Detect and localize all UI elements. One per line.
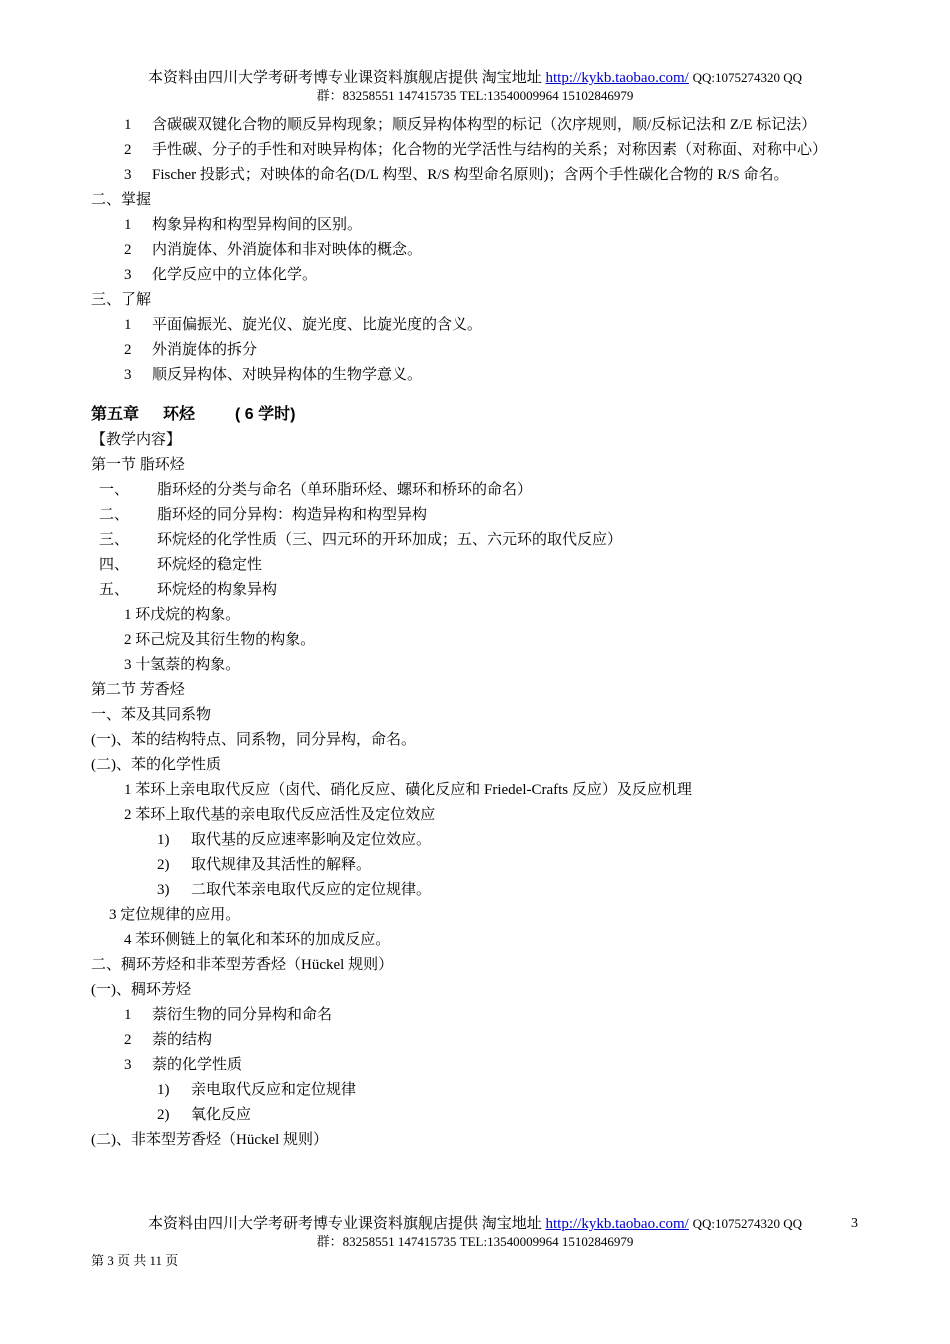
list-item: 1) 亲电取代反应和定位规律 [157, 1082, 357, 1098]
list-item: 3 化学反应中的立体化学。 [124, 267, 318, 283]
list-item: 1) 取代基的反应速率影响及定位效应。 [157, 832, 432, 848]
header-link[interactable]: http://kykb.taobao.com/ [545, 70, 689, 86]
header-text: 本资料由四川大学考研考博专业课资料旗舰店提供 淘宝地址 [147, 70, 542, 86]
list-item: 1 环戊烷的构象。 [124, 607, 241, 623]
list-item: 3 Fischer 投影式；对映体的命名(D/L 构型、R/S 构型命名原则)；含两个手性碳化合物的 R/S 命名。 [124, 167, 789, 183]
footer-link[interactable]: http://kykb.taobao.com/ [545, 1216, 689, 1232]
document-body [91, 113, 871, 1153]
list-item: 1 平面偏振光、旋光仪、旋光度、比旋光度的含义。 [124, 317, 483, 333]
header-line-1 [0, 69, 950, 87]
list-item: 四、 环烷烃的稳定性 [99, 557, 263, 573]
list-item: 3) 二取代苯亲电取代反应的定位规律。 [157, 882, 432, 898]
list-item: 1 苯环上亲电取代反应（卤代、硝化反应、磺化反应和 Friedel-Crafts 反应）及反应机理 [124, 782, 692, 798]
list-item: 一、 脂环烃的分类与命名（单环脂环烃、螺环和桥环的命名） [99, 482, 533, 498]
list-item: 2 萘的结构 [124, 1032, 213, 1048]
list-item: 4 苯环侧链上的氧化和苯环的加成反应。 [124, 932, 391, 948]
list-item: 三、 环烷烃的化学性质（三、四元环的开环加成；五、六元环的取代反应） [99, 532, 623, 548]
chapter-label: 第五章 [91, 406, 140, 423]
chapter-hours: ( 6 学时) [235, 406, 296, 423]
teaching-content-label: 【教学内容】 [91, 432, 182, 448]
page-header [0, 69, 950, 105]
list-item: 2 内消旋体、外消旋体和非对映体的概念。 [124, 242, 423, 258]
list-item: 1 萘衍生物的同分异构和命名 [124, 1007, 333, 1023]
paragraph: (一)、苯的结构特点、同系物，同分异构，命名。 [91, 732, 416, 748]
footer-qq: QQ:1075274320 QQ [692, 1216, 802, 1231]
list-item: 3 十氢萘的构象。 [124, 657, 241, 673]
list-item: 2) 氧化反应 [157, 1107, 252, 1123]
section-2-title: 第二节 芳香烃 [91, 682, 185, 698]
footer-line-2: 群：83258551 147415735 TEL:13540009964 15102846979 [316, 1234, 634, 1249]
footer-text: 本资料由四川大学考研考博专业课资料旗舰店提供 淘宝地址 [147, 1216, 542, 1232]
paragraph: 二、稠环芳烃和非苯型芳香烃（Hückel 规则） [91, 957, 394, 973]
paragraph: (二)、苯的化学性质 [91, 757, 221, 773]
list-item: 3 顺反异构体、对映异构体的生物学意义。 [124, 367, 423, 383]
list-item: 2 手性碳、分子的手性和对映异构体；化合物的光学活性与结构的关系；对称因素（对称面、对称中心） [124, 142, 828, 158]
list-item: 1 含碳碳双键化合物的顺反异构现象；顺反异构体构型的标记（次序规则，顺/反标记法和 Z/E 标记法） [124, 117, 817, 133]
list-item: 二、 脂环烃的同分异构：构造异构和构型异构 [99, 507, 428, 523]
list-item: 五、 环烷烃的构象异构 [99, 582, 278, 598]
list-item: 2 外消旋体的拆分 [124, 342, 258, 358]
list-item: 2 环己烷及其衍生物的构象。 [124, 632, 316, 648]
page-count: 第 3 页 共 11 页 [91, 1253, 179, 1268]
chapter-title: 环烃 [163, 406, 196, 423]
paragraph: (一)、稠环芳烃 [91, 982, 191, 998]
header-line-2: 群：83258551 147415735 TEL:13540009964 15102846979 [316, 88, 634, 103]
list-item: 2 苯环上取代基的亲电取代反应活性及定位效应 [124, 807, 436, 823]
header-qq: QQ:1075274320 QQ [692, 70, 802, 85]
list-item: 3 萘的化学性质 [124, 1057, 243, 1073]
section-title-master: 二、掌握 [91, 192, 152, 208]
page-number: 3 [851, 1216, 858, 1231]
list-item: 3 定位规律的应用。 [109, 907, 241, 923]
section-1-title: 第一节 脂环烃 [91, 457, 185, 473]
chapter-heading [91, 402, 871, 428]
paragraph: 一、苯及其同系物 [91, 707, 212, 723]
page-footer [0, 1215, 950, 1251]
footer-line-1 [0, 1215, 950, 1233]
section-title-understand: 三、了解 [91, 292, 152, 308]
list-item: 2) 取代规律及其活性的解释。 [157, 857, 372, 873]
paragraph: (二)、非苯型芳香烃（Hückel 规则） [91, 1132, 329, 1148]
list-item: 1 构象异构和构型异构间的区别。 [124, 217, 363, 233]
